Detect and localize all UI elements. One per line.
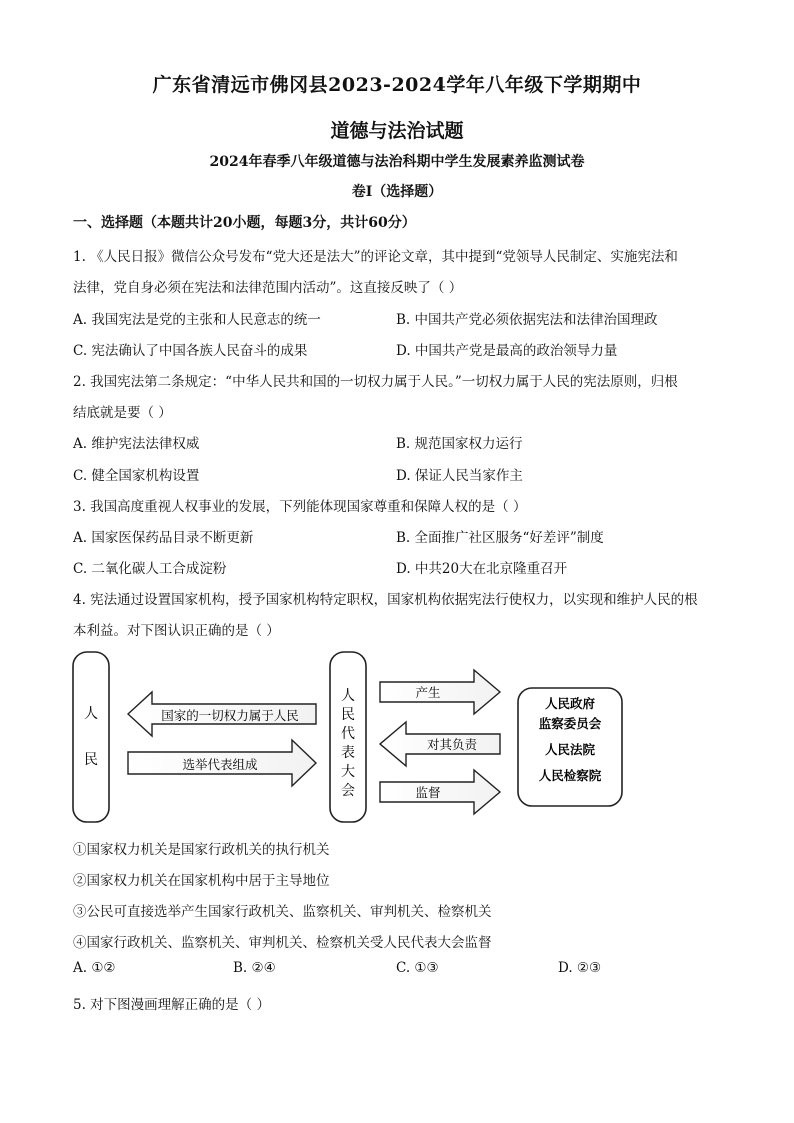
q1-stem-line1: 1. 《人民日报》微信公众号发布“党大还是法大”的评论文章，其中提到“党领导人民制定、实施宪法和	[73, 249, 678, 265]
q4-option-c: C. ①③	[396, 960, 439, 976]
q4-option-a: A. ①②	[73, 960, 116, 976]
q4-statement-3: ③公民可直接选举产生国家行政机关、监察机关、审判机关、检察机关	[73, 904, 492, 920]
q4-state-organ-diagram	[70, 648, 630, 826]
q3-option-a: A. 国家医保药品目录不断更新	[73, 530, 254, 546]
q4-stem-line1: 4. 宪法通过设置国家机构，授予国家机构特定职权，国家机构依据宪法行使权力，以实现和维护人民的根	[73, 592, 698, 608]
arrow-produce-label: 产生	[415, 685, 441, 700]
q4-statement-4: ④国家行政机关、监察机关、审判机关、检察机关受人民代表大会监督	[73, 935, 492, 951]
organ-procuratorate: 人民检察院	[538, 768, 602, 783]
paper-part-label: 卷Ⅰ（选择题）	[351, 184, 443, 200]
q2-option-c: C. 健全国家机构设置	[73, 468, 200, 484]
q3-option-b: B. 全面推广社区服务“好差评”制度	[396, 530, 604, 546]
exam-title-line2: 道德与法治试题	[330, 120, 464, 142]
q1-option-a: A. 我国宪法是党的主张和人民意志的统一	[73, 312, 321, 328]
people-box	[73, 652, 109, 822]
q5-stem-line1: 5. 对下图漫画理解正确的是（ ）	[73, 997, 270, 1013]
congress-label: 人民代表大会	[341, 688, 355, 799]
q2-stem-line1: 2. 我国宪法第二条规定：“中华人民共和国的一切权力属于人民。”一切权力属于人民的宪法原则，归根	[73, 374, 678, 390]
arrow-power-label: 国家的一切权力属于人民	[161, 708, 299, 723]
exam-title-line1: 广东省清远市佛冈县2023-2024学年八年级下学期期中	[152, 74, 642, 96]
q1-option-b: B. 中国共产党必须依据宪法和法律治国理政	[396, 312, 658, 328]
organ-government: 人民政府	[544, 696, 596, 711]
organ-supervisory-commission: 监察委员会	[538, 716, 602, 731]
q2-option-a: A. 维护宪法法律权威	[73, 436, 200, 452]
section-heading: 一、选择题（本题共计20小题，每题3分，共计60分）	[73, 215, 416, 231]
q4-stem-line2: 本利益。对下图认识正确的是（ ）	[73, 623, 280, 639]
q1-option-d: D. 中国共产党是最高的政治领导力量	[396, 343, 618, 359]
q3-stem-line1: 3. 我国高度重视人权事业的发展，下列能体现国家尊重和保障人权的是（ ）	[73, 499, 527, 515]
exam-subtitle: 2024年春季八年级道德与法治科期中学生发展素养监测试卷	[209, 154, 585, 170]
organ-court: 人民法院	[544, 742, 596, 757]
q2-stem-line2: 结底就是要（ ）	[73, 405, 172, 421]
people-label: 人民	[84, 706, 98, 768]
arrow-elect-label: 选举代表组成	[182, 757, 258, 772]
q2-option-d: D. 保证人民当家作主	[396, 468, 523, 484]
q3-option-d: D. 中共20大在北京隆重召开	[396, 561, 568, 577]
q2-option-b: B. 规范国家权力运行	[396, 436, 523, 452]
arrow-supervise-label: 监督	[415, 785, 441, 800]
q4-option-b: B. ②④	[233, 960, 276, 976]
arrow-responsible-label: 对其负责	[426, 737, 478, 752]
q1-option-c: C. 宪法确认了中国各族人民奋斗的成果	[73, 343, 308, 359]
q4-option-d: D. ②③	[558, 960, 602, 976]
q4-statement-1: ①国家权力机关是国家行政机关的执行机关	[73, 842, 330, 858]
q4-statement-2: ②国家权力机关在国家机构中居于主导地位	[73, 873, 330, 889]
q3-option-c: C. 二氧化碳人工合成淀粉	[73, 561, 227, 577]
q1-stem-line2: 法律，党自身必须在宪法和法律范围内活动”。这直接反映了（ ）	[73, 280, 463, 296]
